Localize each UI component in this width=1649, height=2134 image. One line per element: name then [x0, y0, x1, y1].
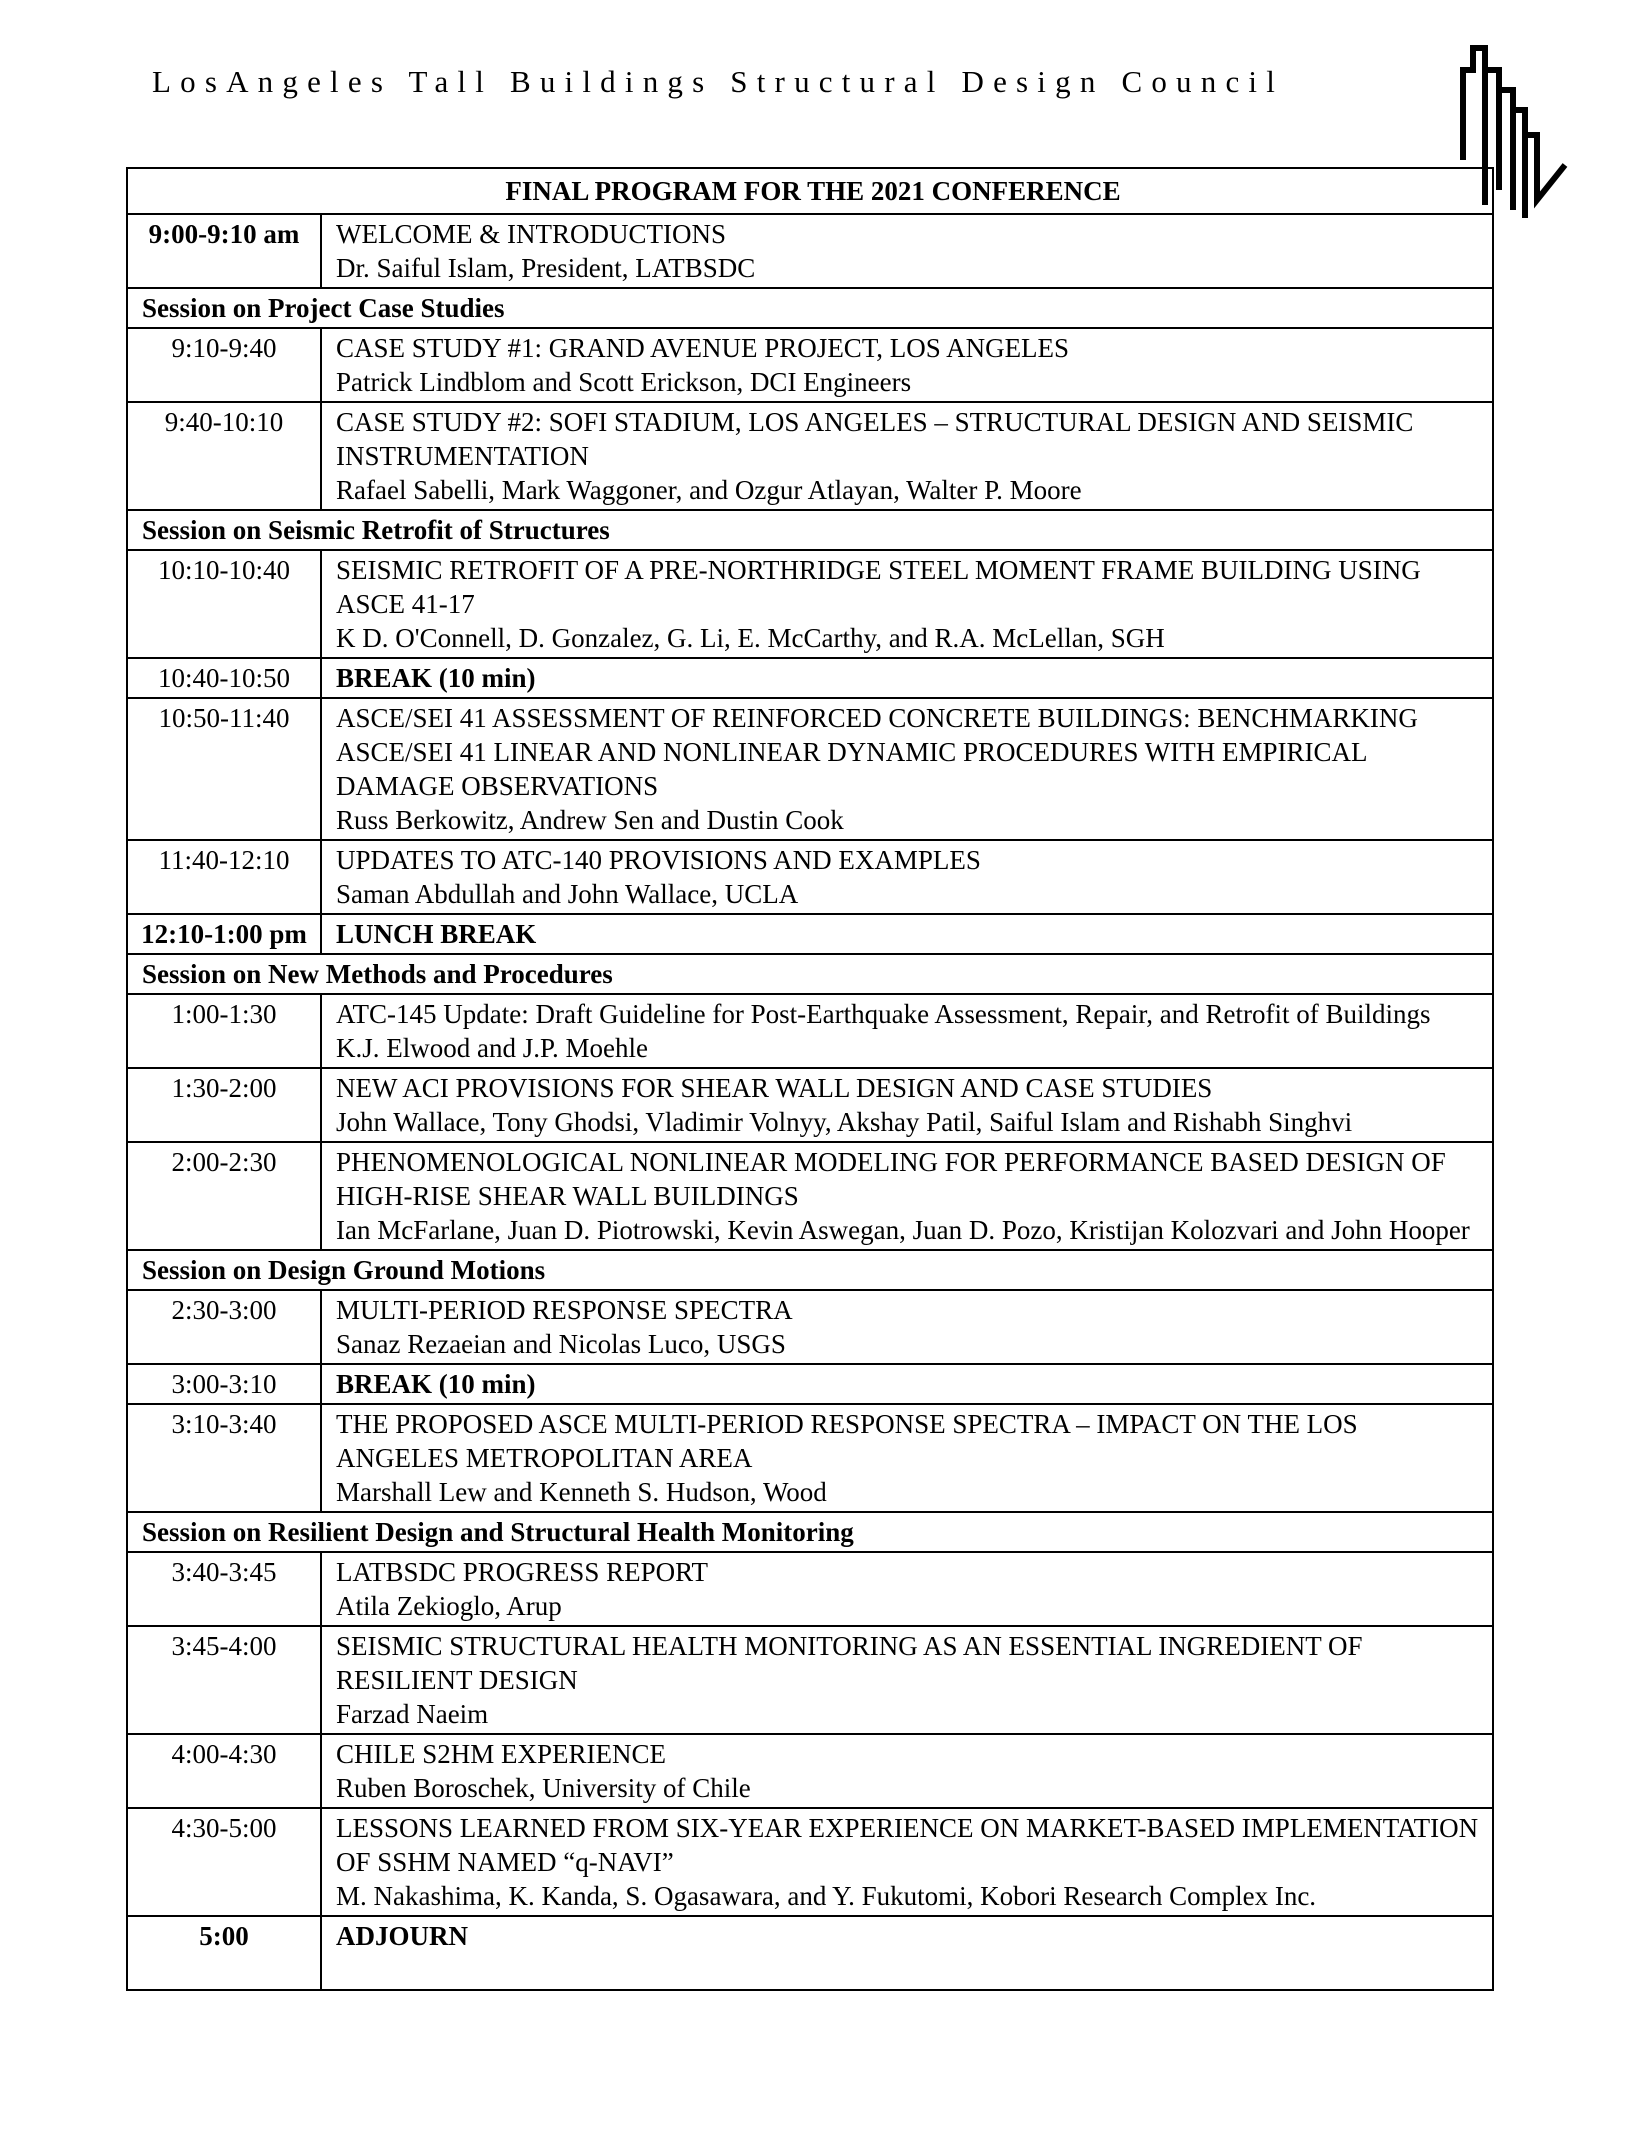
speakers: Sanaz Rezaeian and Nicolas Luco, USGS [336, 1329, 786, 1359]
speakers: Ian McFarlane, Juan D. Piotrowski, Kevin Aswegan, Juan D. Pozo, Kristijan Kolozvari and John Hooper [336, 1215, 1470, 1245]
time-slot: 3:10-3:40 [127, 1404, 321, 1512]
program-table [126, 167, 1494, 1991]
break-row [127, 914, 1493, 954]
time-slot: 3:45-4:00 [127, 1626, 321, 1734]
speakers: John Wallace, Tony Ghodsi, Vladimir Volnyy, Akshay Patil, Saiful Islam and Rishabh Singhvi [336, 1107, 1353, 1137]
time-slot: 1:30-2:00 [127, 1068, 321, 1142]
item-details [321, 550, 1493, 658]
speakers: Atila Zekioglo, Arup [336, 1591, 562, 1621]
program-item-row [127, 550, 1493, 658]
talk-title: SEISMIC RETROFIT OF A PRE-NORTHRIDGE STEEL MOMENT FRAME BUILDING USING ASCE 41-17 [336, 555, 1421, 619]
program-item-row [127, 214, 1493, 288]
program-item-row [127, 994, 1493, 1068]
item-details [321, 214, 1493, 288]
talk-title: WELCOME & INTRODUCTIONS [336, 219, 726, 249]
talk-title: THE PROPOSED ASCE MULTI-PERIOD RESPONSE SPECTRA – IMPACT ON THE LOS ANGELES METROPOLITAN AREA [336, 1409, 1358, 1473]
break-row [127, 658, 1493, 698]
speakers: Ruben Boroschek, University of Chile [336, 1773, 751, 1803]
item-details [321, 658, 1493, 698]
speakers: Farzad Naeim [336, 1699, 489, 1729]
time-slot: 12:10-1:00 pm [127, 914, 321, 954]
time-slot: 4:00-4:30 [127, 1734, 321, 1808]
session-title: Session on Project Case Studies [127, 288, 1493, 328]
talk-title: NEW ACI PROVISIONS FOR SHEAR WALL DESIGN AND CASE STUDIES [336, 1073, 1213, 1103]
organization-title: LosAngeles Tall Buildings Structural Design Council [152, 64, 1285, 99]
item-details [321, 914, 1493, 954]
time-slot: 9:10-9:40 [127, 328, 321, 402]
item-details [321, 1404, 1493, 1512]
program-item-row [127, 328, 1493, 402]
speakers: M. Nakashima, K. Kanda, S. Ogasawara, and Y. Fukutomi, Kobori Research Complex Inc. [336, 1881, 1317, 1911]
program-item-row [127, 1290, 1493, 1364]
session-title: Session on New Methods and Procedures [127, 954, 1493, 994]
time-slot: 3:40-3:45 [127, 1552, 321, 1626]
program-title: FINAL PROGRAM FOR THE 2021 CONFERENCE [127, 168, 1493, 214]
talk-title: UPDATES TO ATC-140 PROVISIONS AND EXAMPLES [336, 845, 981, 875]
program-item-row [127, 698, 1493, 840]
program-item-row [127, 1404, 1493, 1512]
speakers: Patrick Lindblom and Scott Erickson, DCI Engineers [336, 367, 912, 397]
time-slot: 10:50-11:40 [127, 698, 321, 840]
program-item-row [127, 402, 1493, 510]
session-row [127, 954, 1493, 994]
item-details [321, 1290, 1493, 1364]
talk-title: CASE STUDY #2: SOFI STADIUM, LOS ANGELES – STRUCTURAL DESIGN AND SEISMIC INSTRUMENTATION [336, 407, 1414, 471]
talk-title: MULTI-PERIOD RESPONSE SPECTRA [336, 1295, 793, 1325]
time-slot: 10:10-10:40 [127, 550, 321, 658]
talk-title: CASE STUDY #1: GRAND AVENUE PROJECT, LOS ANGELES [336, 333, 1070, 363]
program-item-row [127, 1142, 1493, 1250]
break-label: BREAK (10 min) [336, 663, 536, 693]
break-label: LUNCH BREAK [336, 919, 537, 949]
item-details [321, 1626, 1493, 1734]
program-item-row [127, 1068, 1493, 1142]
talk-title: LESSONS LEARNED FROM SIX-YEAR EXPERIENCE ON MARKET-BASED IMPLEMENTATION OF SSHM NAMED “q-NAVI” [336, 1813, 1479, 1877]
item-details [321, 698, 1493, 840]
time-slot: 4:30-5:00 [127, 1808, 321, 1916]
speakers: Rafael Sabelli, Mark Waggoner, and Ozgur Atlayan, Walter P. Moore [336, 475, 1082, 505]
time-slot: 2:30-3:00 [127, 1290, 321, 1364]
item-details [321, 1734, 1493, 1808]
session-row [127, 510, 1493, 550]
program-item-row [127, 1552, 1493, 1626]
time-slot: 2:00-2:30 [127, 1142, 321, 1250]
program-item-row [127, 1808, 1493, 1916]
talk-title: ATC-145 Update: Draft Guideline for Post-Earthquake Assessment, Repair, and Retrofit of Buildings [336, 999, 1431, 1029]
time-slot: 9:00-9:10 am [127, 214, 321, 288]
time-slot: 9:40-10:10 [127, 402, 321, 510]
talk-title: CHILE S2HM EXPERIENCE [336, 1739, 666, 1769]
break-row [127, 1364, 1493, 1404]
time-slot: 11:40-12:10 [127, 840, 321, 914]
session-row [127, 1512, 1493, 1552]
speakers: Saman Abdullah and John Wallace, UCLA [336, 879, 799, 909]
program-item-row [127, 1626, 1493, 1734]
item-details [321, 328, 1493, 402]
break-row [127, 1916, 1493, 1990]
item-details [321, 1364, 1493, 1404]
speakers: Marshall Lew and Kenneth S. Hudson, Wood [336, 1477, 827, 1507]
session-title: Session on Design Ground Motions [127, 1250, 1493, 1290]
time-slot: 1:00-1:30 [127, 994, 321, 1068]
time-slot: 10:40-10:50 [127, 658, 321, 698]
item-details [321, 402, 1493, 510]
break-label: ADJOURN [336, 1921, 468, 1951]
talk-title: SEISMIC STRUCTURAL HEALTH MONITORING AS AN ESSENTIAL INGREDIENT OF RESILIENT DESIGN [336, 1631, 1363, 1695]
talk-title: PHENOMENOLOGICAL NONLINEAR MODELING FOR PERFORMANCE BASED DESIGN OF HIGH-RISE SHEAR WALL BUILDINGS [336, 1147, 1446, 1211]
item-details [321, 1142, 1493, 1250]
session-row [127, 1250, 1493, 1290]
session-title: Session on Resilient Design and Structural Health Monitoring [127, 1512, 1493, 1552]
program-item-row [127, 1734, 1493, 1808]
speakers: K.J. Elwood and J.P. Moehle [336, 1033, 648, 1063]
talk-title: LATBSDC PROGRESS REPORT [336, 1557, 708, 1587]
session-row [127, 288, 1493, 328]
speakers: K D. O'Connell, D. Gonzalez, G. Li, E. McCarthy, and R.A. McLellan, SGH [336, 623, 1165, 653]
item-details [321, 840, 1493, 914]
program-item-row [127, 840, 1493, 914]
item-details [321, 1916, 1493, 1990]
session-title: Session on Seismic Retrofit of Structures [127, 510, 1493, 550]
time-slot: 5:00 [127, 1916, 321, 1990]
break-label: BREAK (10 min) [336, 1369, 536, 1399]
item-details [321, 1552, 1493, 1626]
item-details [321, 1808, 1493, 1916]
speakers: Russ Berkowitz, Andrew Sen and Dustin Cook [336, 805, 844, 835]
speakers: Dr. Saiful Islam, President, LATBSDC [336, 253, 756, 283]
item-details [321, 1068, 1493, 1142]
item-details [321, 994, 1493, 1068]
time-slot: 3:00-3:10 [127, 1364, 321, 1404]
talk-title: ASCE/SEI 41 ASSESSMENT OF REINFORCED CONCRETE BUILDINGS: BENCHMARKING ASCE/SEI 41 LINEAR AND NONLINEAR DYNAMIC PROCEDURES WITH EMPIRICAL DAMAGE OBSERVATIONS [336, 703, 1418, 801]
